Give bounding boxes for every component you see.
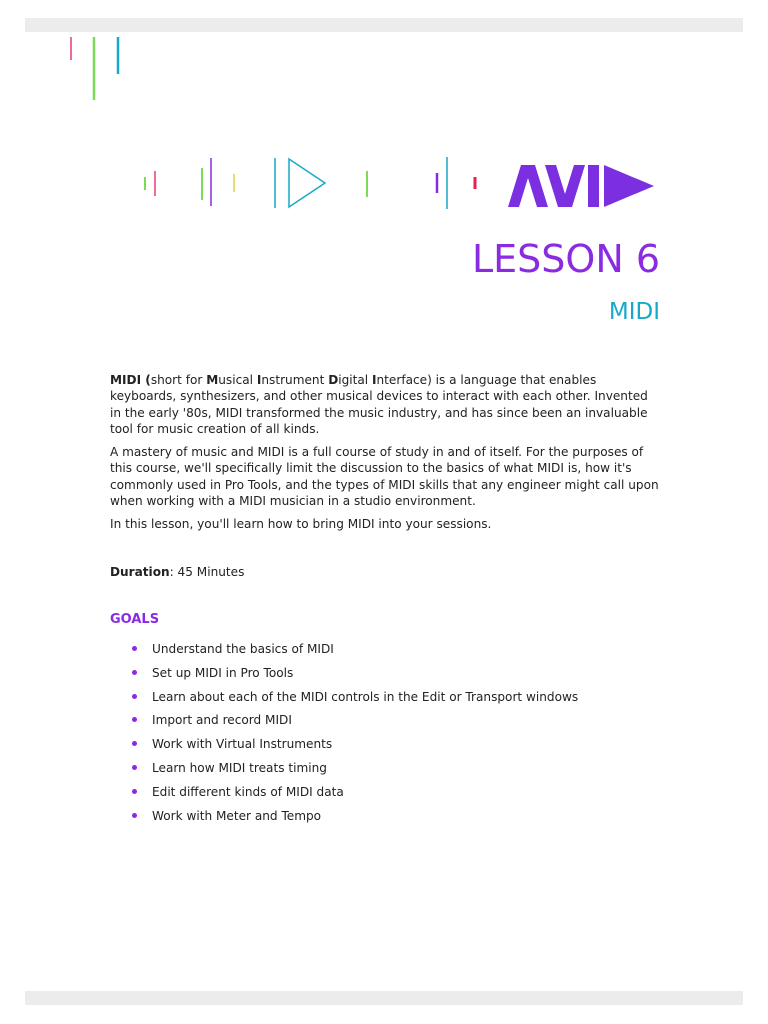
lesson-title: LESSON 6 [471, 237, 660, 281]
intro-paragraph-1: MIDI (short for Musical Instrument Digital Interface) is a language that enables keyboards, synthesizers, and other musical devices to interact with each other. Invented in the early '80s, MIDI transformed the music industry, and has since been an invaluable tool for music creation of all kinds. [110, 373, 648, 436]
bullet-icon [132, 813, 137, 818]
midi-term: MIDI ( [110, 373, 151, 387]
intro-paragraph-3: In this lesson, you'll learn how to bring MIDI into your sessions. [110, 517, 492, 531]
duration-value: : 45 Minutes [169, 565, 245, 579]
bullet-icon [132, 789, 137, 794]
list-item: Edit different kinds of MIDI data [128, 785, 578, 809]
goals-list [128, 642, 578, 832]
duration-line [110, 565, 244, 579]
goals-heading: GOALS [110, 612, 160, 627]
list-item: Work with Meter and Tempo [128, 809, 578, 833]
list-item: Understand the basics of MIDI [128, 642, 578, 666]
intro-paragraph-2: A mastery of music and MIDI is a full course of study in and of itself. For the purposes of this course, we'll specifically limit the discussion to the basics of what MIDI is, how it's commonly used in Pro Tools, and the types of MIDI skills that any engineer might call upon when working with a MIDI musician in a studio environment. [110, 445, 659, 508]
duration-label: Duration [110, 565, 170, 579]
list-item: Import and record MIDI [128, 713, 578, 737]
list-item: Work with Virtual Instruments [128, 737, 578, 761]
bullet-icon [132, 765, 137, 770]
bullet-icon [132, 646, 137, 651]
bullet-icon [132, 694, 137, 699]
bullet-icon [132, 670, 137, 675]
lesson-subtitle: MIDI [608, 299, 660, 325]
list-item: Learn how MIDI treats timing [128, 761, 578, 785]
avid-logo [508, 165, 658, 207]
bullet-icon [132, 717, 137, 722]
list-item: Set up MIDI in Pro Tools [128, 666, 578, 690]
list-item: Learn about each of the MIDI controls in the Edit or Transport windows [128, 690, 578, 714]
bottom-page-bar [25, 991, 743, 1005]
bullet-icon [132, 741, 137, 746]
